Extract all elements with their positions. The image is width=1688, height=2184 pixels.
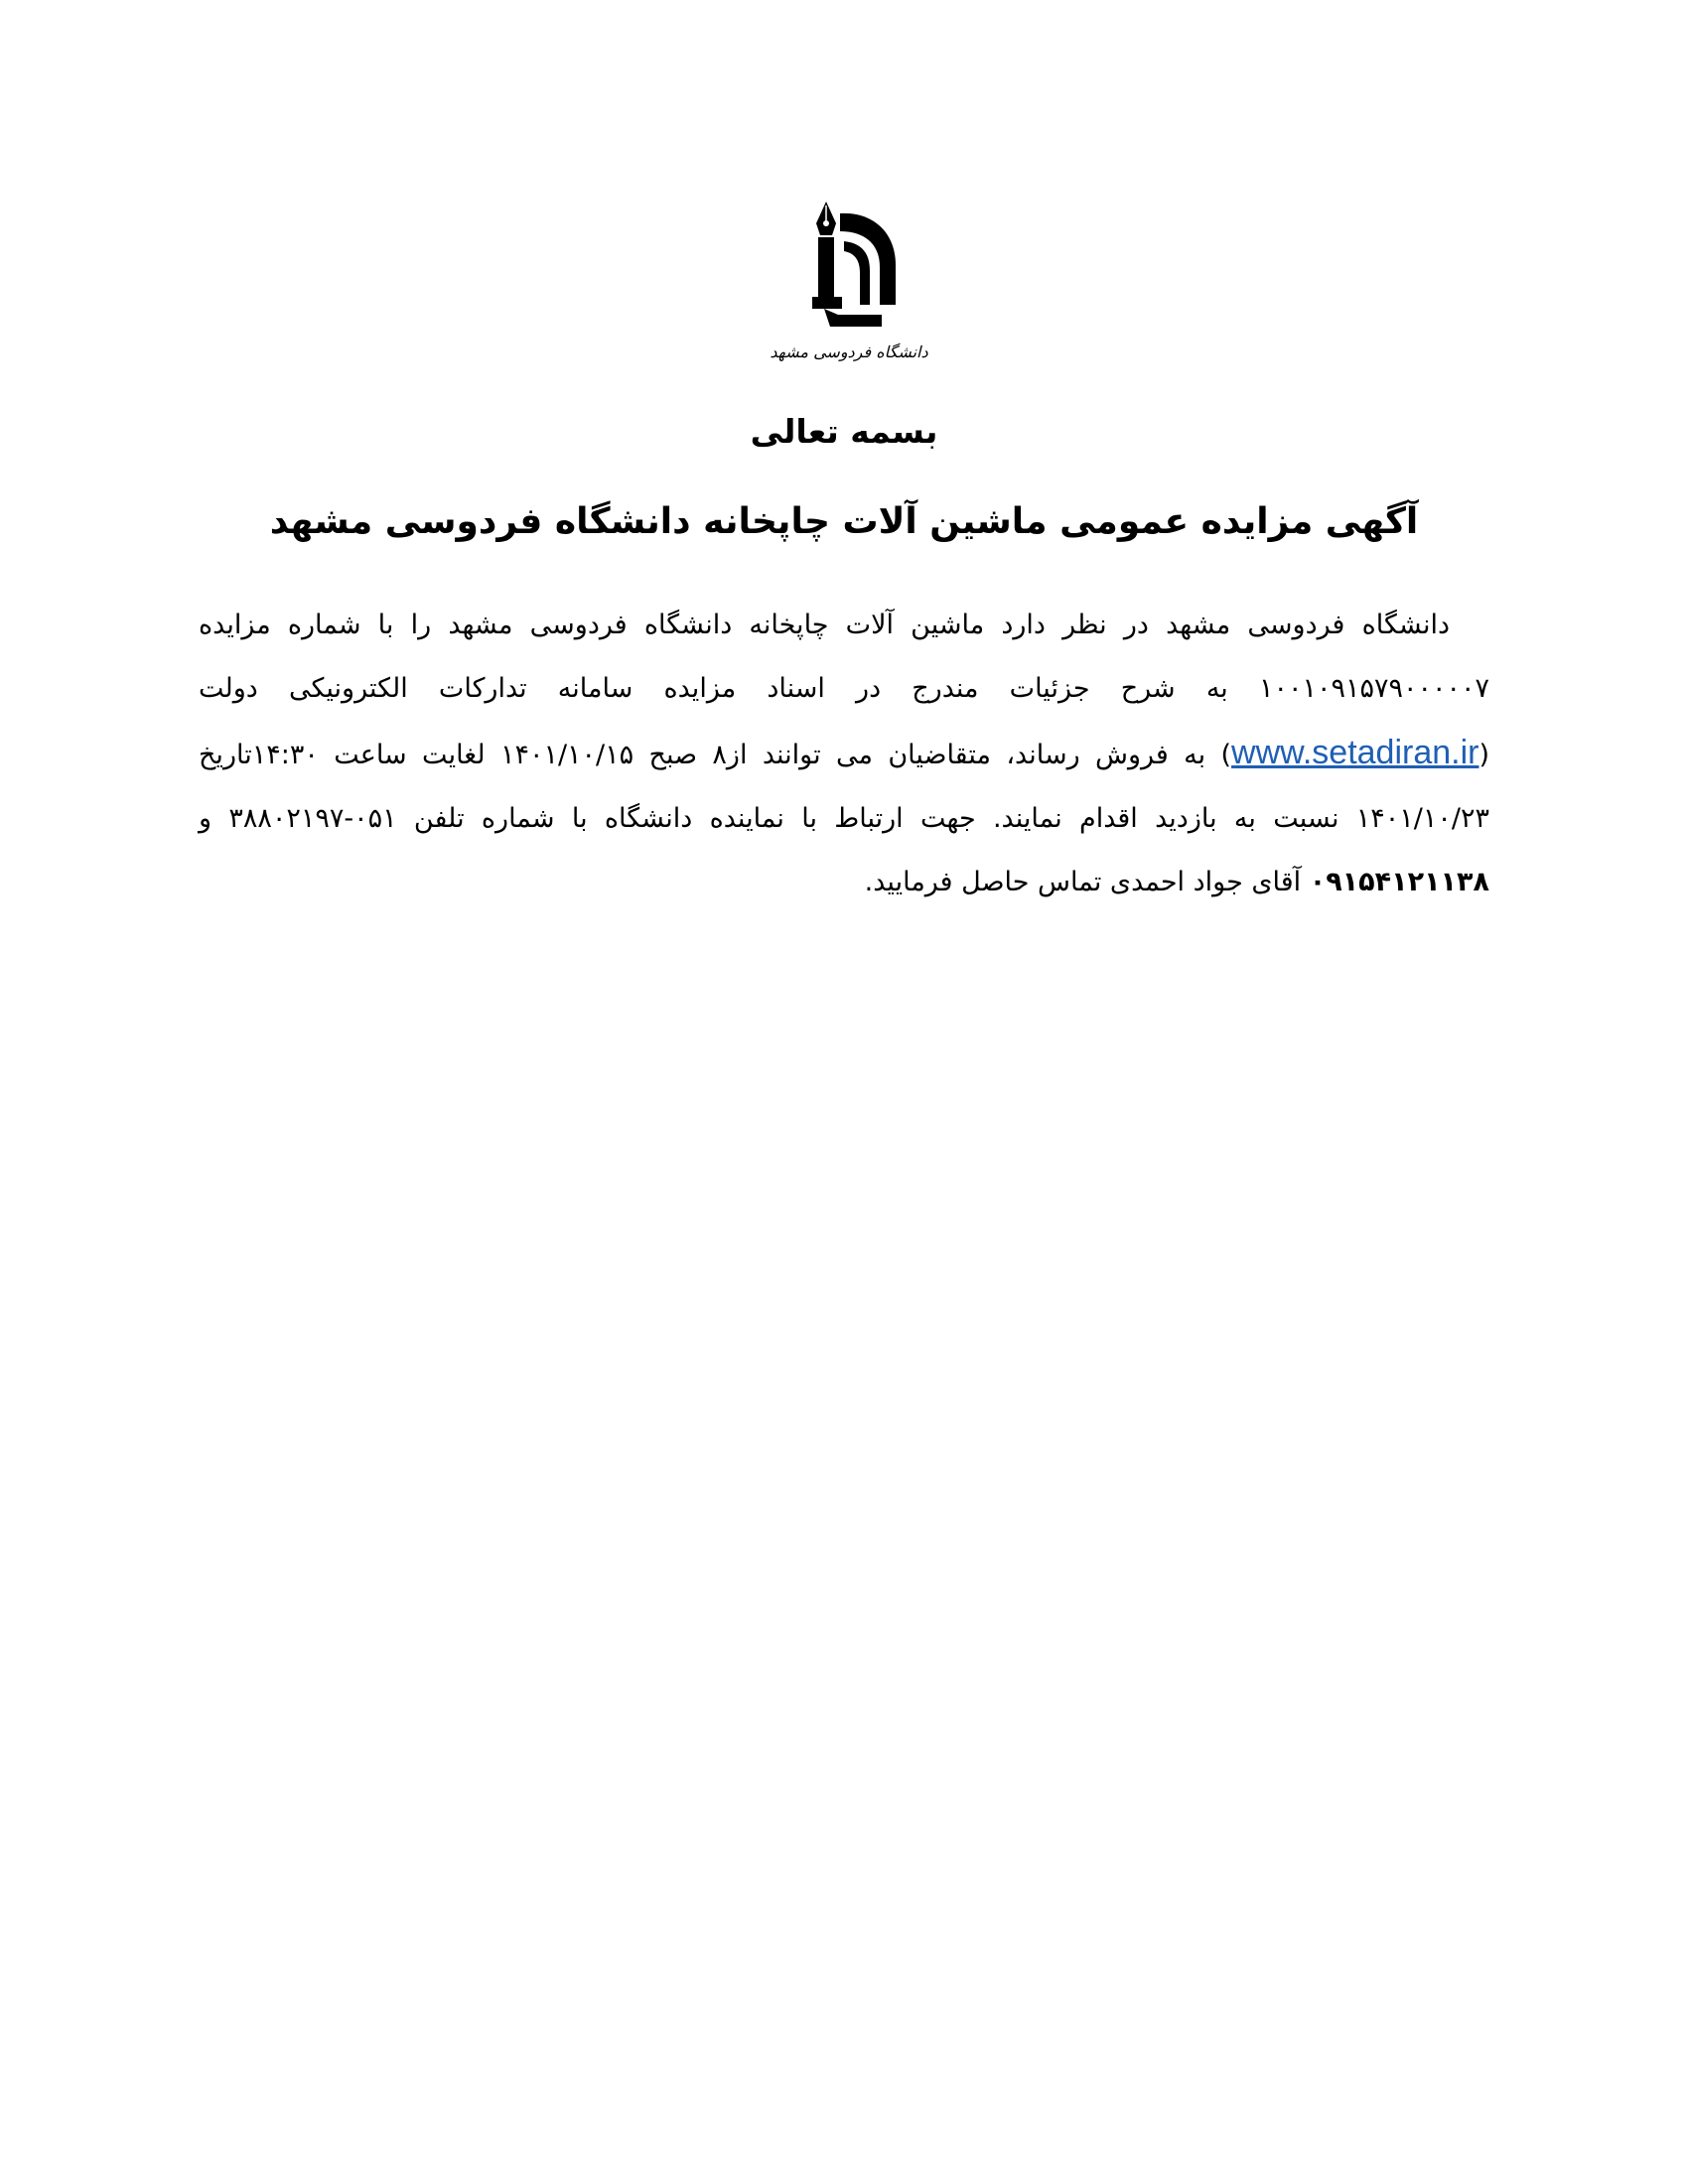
logo-caption: دانشگاه فردوسی مشهد [770, 342, 928, 361]
mobile-number: ۰۹۱۵۴۱۲۱۱۳۸ [1309, 867, 1489, 897]
setadiran-link[interactable]: www.setadiran.ir [1231, 734, 1479, 771]
body-part-1: دانشگاه فردوسی مشهد در نظر دارد ماشین آلات چاپخانه دانشگاه فردوسی مشهد را با شماره مزایده ۱۰۰۱۰۹۱۵۷۹۰۰۰۰۰۷ به شرح جزئیات مندرج در اسناد مزایده سامانه تدارکات الکترونیکی دولت ( [199, 610, 1490, 770]
announcement-body [199, 594, 1489, 914]
body-part-3: آقای جواد احمدی تماس حاصل فرمایید. [864, 867, 1310, 897]
ferdowsi-university-logo-icon [765, 194, 933, 372]
university-logo [765, 194, 933, 372]
body-part-2: ) به فروش رساند، متقاضیان می توانند از۸ صبح ۱۴۰۱/۱۰/۱۵ لغایت ساعت ۱۴:۳۰تاریخ ۱۴۰۱/۱۰/۲۳ نسبت به بازدید اقدام نمایند. جهت ارتباط با نماینده دانشگاه با شماره تلفن ۰۵۱-۳۸۸۰۲۱۹۷ و [199, 740, 1489, 834]
invocation-heading: بسمه تعالی [750, 412, 938, 451]
announcement-title: آگهی مزایده عمومی ماشین آلات چاپخانه دانشگاه فردوسی مشهد [269, 501, 1419, 542]
